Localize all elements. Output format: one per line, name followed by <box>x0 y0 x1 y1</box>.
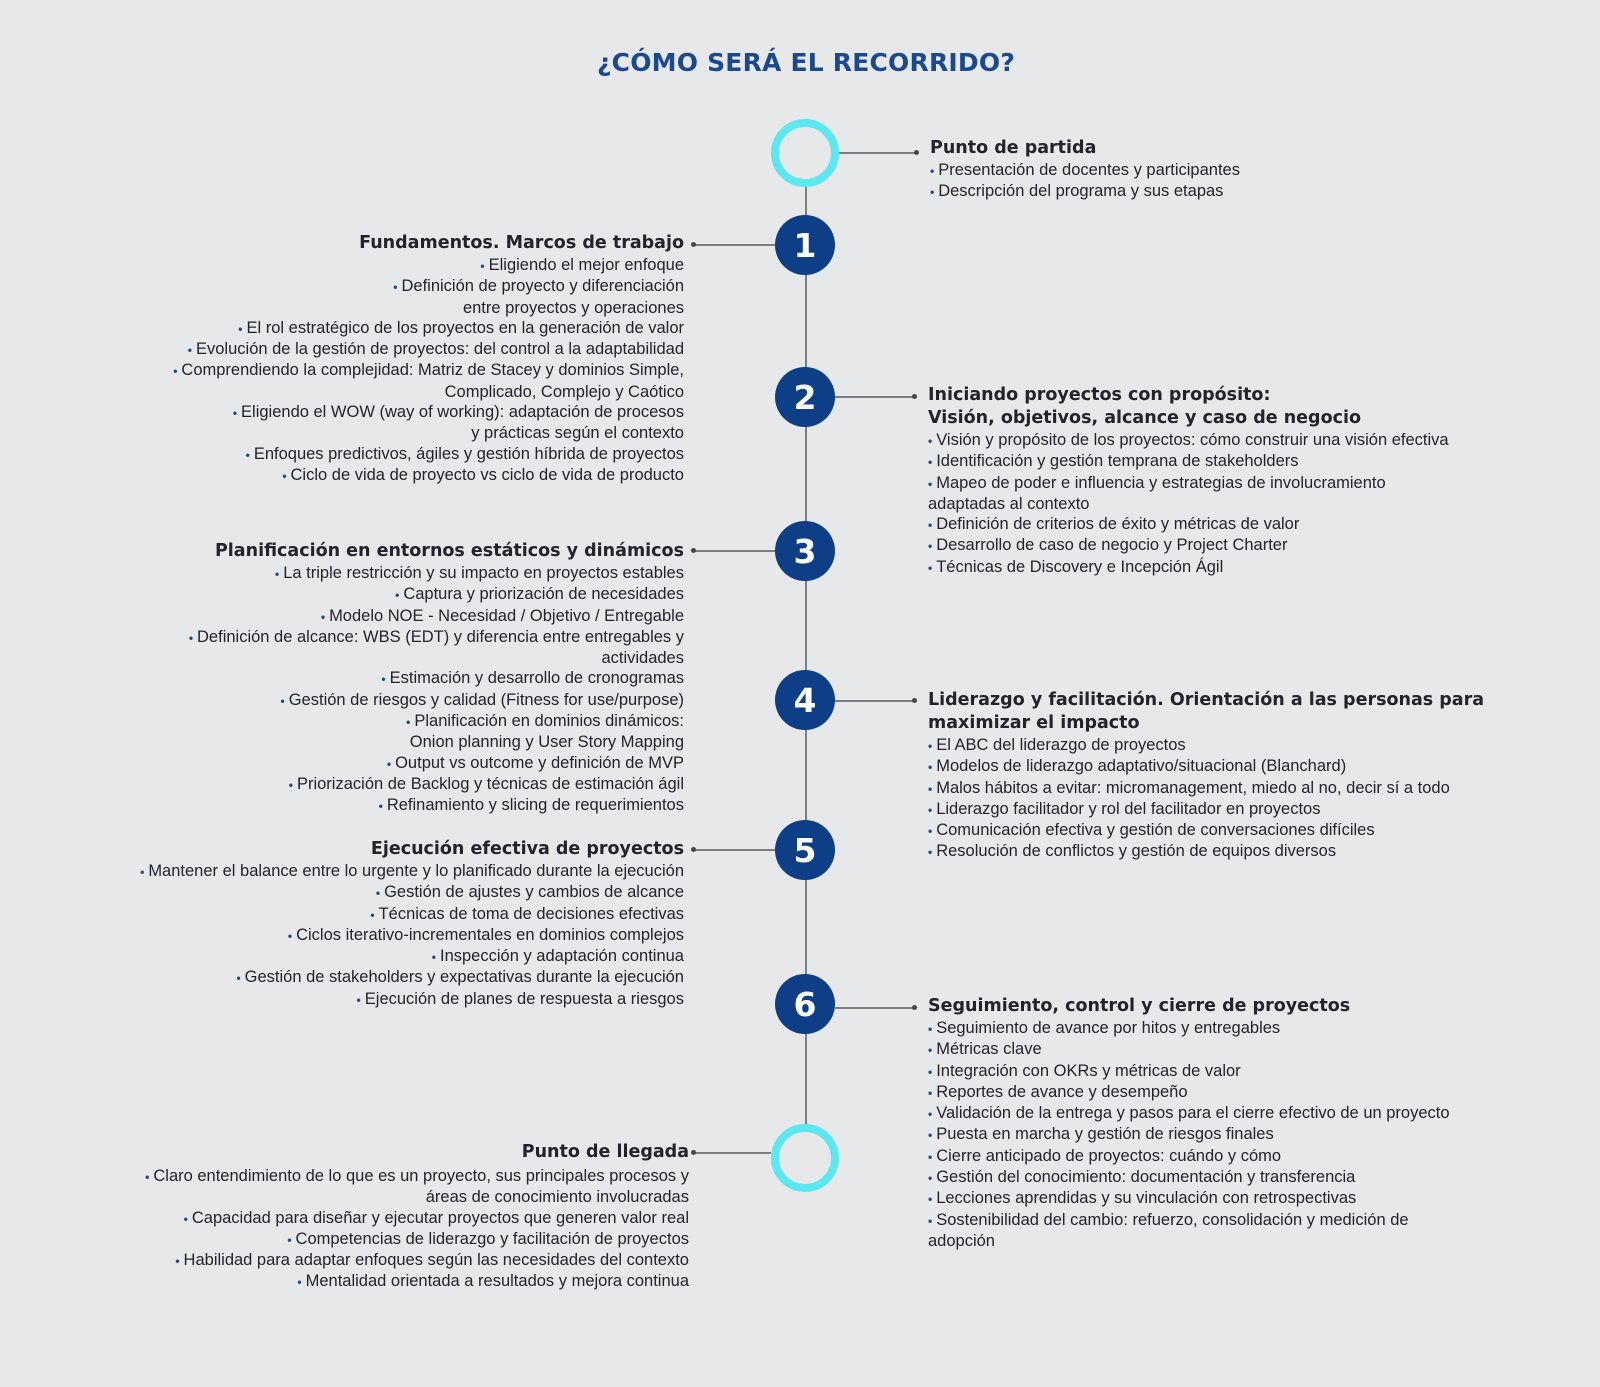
list-item <box>928 430 1518 451</box>
list-item-text: Output vs outcome y definición de MVP <box>395 753 684 772</box>
list-item-text: Técnicas de Discovery e Incepción Ágil <box>936 557 1224 576</box>
stage-6-connector <box>835 1007 915 1009</box>
stage-2-block <box>928 384 1518 578</box>
list-item-text: Reportes de avance y desempeño <box>936 1082 1188 1101</box>
stage-3-list <box>84 563 684 817</box>
list-item <box>84 774 684 795</box>
list-item <box>928 557 1518 578</box>
list-item <box>84 989 684 1010</box>
bullet-icon: • <box>928 781 933 796</box>
list-item <box>84 861 684 882</box>
stage-1-connector-dot <box>691 242 696 247</box>
list-item <box>84 606 684 627</box>
list-item-text: Comprendiendo la complejidad: Matriz de Stacey y dominios Simple, Complicado, Complejo y Caótico <box>181 361 684 401</box>
list-item <box>84 465 684 486</box>
bullet-icon: • <box>395 588 400 603</box>
list-item-text: Eligiendo el mejor enfoque <box>488 256 684 274</box>
list-item-text: Puesta en marcha y gestión de riesgos finales <box>936 1125 1274 1144</box>
list-item-text: Inspección y adaptación continua <box>439 947 684 966</box>
bullet-icon: • <box>375 886 381 901</box>
list-item <box>928 799 1528 820</box>
stage-2-connector-dot <box>912 394 917 399</box>
bullet-icon: • <box>280 693 285 708</box>
list-item-text: Definición de criterios de éxito y métricas de valor <box>936 515 1300 534</box>
list-item-text: Técnicas de toma de decisiones efectivas <box>378 904 684 923</box>
list-item-text: Presentación de docentes y participantes <box>938 161 1240 179</box>
bullet-icon: • <box>928 824 933 839</box>
stage-6-list <box>928 1018 1528 1251</box>
stage-4-list <box>928 735 1528 863</box>
stage-6-heading: Seguimiento, control y cierre de proyectos <box>928 996 1351 1016</box>
bullet-icon: • <box>928 1192 933 1207</box>
list-item-text: Ejecución de planes de respuesta a riesgos <box>364 989 684 1008</box>
list-item <box>84 563 684 584</box>
bullet-icon: • <box>928 455 933 470</box>
list-item <box>928 1039 1528 1060</box>
list-item <box>928 1146 1528 1167</box>
stage-2-node: 2 <box>775 367 835 427</box>
list-item <box>928 1082 1528 1103</box>
stage-3-block <box>84 540 684 817</box>
list-item <box>928 535 1518 556</box>
list-item-text: Mapeo de poder e influencia y estrategias de involucramiento adaptadas al contexto <box>928 473 1386 513</box>
bullet-icon: • <box>928 518 933 533</box>
list-item <box>84 882 684 903</box>
list-item-text: Refinamiento y slicing de requerimientos <box>386 796 684 815</box>
bullet-icon: • <box>928 1085 933 1100</box>
stage-4-connector-dot <box>912 698 917 703</box>
start-connector-dot <box>914 150 919 155</box>
list-item-text: Claro entendimiento de lo que es un proyecto, sus principales procesos y áreas de conocimiento involucradas <box>153 1167 689 1207</box>
bullet-icon: • <box>928 1107 933 1122</box>
list-item <box>930 181 1350 202</box>
list-item <box>84 402 684 444</box>
list-item-text: Sostenibilidad del cambio: refuerzo, consolidación y medición de adopción <box>928 1210 1409 1250</box>
list-item-text: Captura y priorización de necesidades <box>403 585 684 604</box>
stage-3-node: 3 <box>775 521 835 581</box>
bullet-icon: • <box>930 185 935 200</box>
bullet-icon: • <box>928 1128 933 1143</box>
list-item <box>930 160 1350 181</box>
list-item <box>928 451 1518 472</box>
list-item-text: Gestión de riesgos y calidad (Fitness for use/purpose) <box>288 690 684 709</box>
list-item-text: Gestión de stakeholders y expectativas durante la ejecución <box>244 968 684 987</box>
list-item-text: Mantener el balance entre lo urgente y lo planificado durante la ejecución <box>148 862 684 880</box>
list-item-text: Identificación y gestión temprana de stakeholders <box>936 452 1299 471</box>
list-item <box>84 627 684 669</box>
bullet-icon: • <box>370 907 375 922</box>
bullet-icon: • <box>282 468 287 483</box>
stage-2-heading: Iniciando proyectos con propósito: Visión, objetivos, alcance y caso de negocio <box>928 385 1361 428</box>
list-item <box>928 473 1518 515</box>
list-item-text: Descripción del programa y sus etapas <box>938 182 1224 201</box>
list-item-text: El rol estratégico de los proyectos en la generación de valor <box>246 318 684 337</box>
list-item <box>84 967 684 988</box>
list-item-text: Evolución de la gestión de proyectos: del control a la adaptabilidad <box>196 340 684 359</box>
list-item <box>84 584 684 605</box>
stage-4-node: 4 <box>775 670 835 730</box>
bullet-icon: • <box>480 259 485 273</box>
list-item-text: Métricas clave <box>936 1040 1042 1059</box>
stage-2-list <box>928 430 1518 578</box>
list-item-text: El ABC del liderazgo de proyectos <box>936 736 1186 754</box>
stage-5-node: 5 <box>775 820 835 880</box>
list-item <box>84 946 684 967</box>
bullet-icon: • <box>378 799 383 814</box>
list-item <box>84 444 684 465</box>
list-item-text: Modelos de liderazgo adaptativo/situacional (Blanchard) <box>936 757 1347 776</box>
bullet-icon: • <box>928 434 933 448</box>
list-item <box>84 795 684 816</box>
list-item-text: Comunicación efectiva y gestión de conversaciones difíciles <box>936 821 1375 840</box>
end-ring <box>771 1124 839 1192</box>
list-item-text: Ciclos iterativo-incrementales en dominios complejos <box>296 925 684 944</box>
stage-5-block <box>84 838 684 1010</box>
list-item <box>928 778 1528 799</box>
end-list <box>84 1166 689 1293</box>
start-list <box>930 160 1350 203</box>
bullet-icon: • <box>188 630 194 645</box>
stage-5-heading: Ejecución efectiva de proyectos <box>370 839 684 859</box>
stage-1-block <box>84 232 684 486</box>
stage-5-connector <box>695 849 775 851</box>
list-item <box>84 1208 689 1229</box>
bullet-icon: • <box>928 539 933 554</box>
bullet-icon: • <box>288 777 293 792</box>
list-item-text: La triple restricción y su impacto en proyectos estables <box>283 564 684 582</box>
bullet-icon: • <box>928 1043 933 1058</box>
list-item-text: Definición de alcance: WBS (EDT) y diferencia entre entregables y actividades <box>197 627 684 668</box>
bullet-icon: • <box>928 1213 933 1228</box>
list-item <box>928 841 1528 862</box>
start-heading: Punto de partida <box>930 138 1097 158</box>
stage-4-connector <box>835 700 915 702</box>
list-item <box>928 514 1518 535</box>
list-item <box>928 1103 1528 1124</box>
list-item-text: Desarrollo de caso de negocio y Project Charter <box>936 536 1288 555</box>
list-item-text: Modelo NOE - Necesidad / Objetivo / Entregable <box>329 606 684 625</box>
list-item <box>928 735 1528 756</box>
bullet-icon: • <box>320 609 326 624</box>
list-item <box>928 820 1528 841</box>
list-item-text: Planificación en dominios dinámicos: Onion planning y User Story Mapping <box>409 712 684 752</box>
bullet-icon: • <box>245 447 250 462</box>
bullet-icon: • <box>393 280 398 295</box>
list-item-text: Validación de la entrega y pasos para el cierre efectivo de un proyecto <box>936 1104 1450 1123</box>
list-item <box>84 690 684 711</box>
bullet-icon: • <box>187 343 192 358</box>
bullet-icon: • <box>928 1022 933 1036</box>
end-connector <box>695 1152 771 1154</box>
list-item-text: Gestión del conocimiento: documentación y transferencia <box>936 1168 1356 1187</box>
stage-3-connector-dot <box>691 548 696 553</box>
stage-6-connector-dot <box>912 1005 917 1010</box>
list-item <box>928 1210 1528 1252</box>
start-connector <box>839 152 917 154</box>
list-item-text: Competencias de liderazgo y facilitación de proyectos <box>295 1229 689 1248</box>
list-item <box>84 753 684 774</box>
bullet-icon: • <box>386 756 392 771</box>
list-item <box>84 255 684 276</box>
list-item <box>84 318 684 339</box>
bullet-icon: • <box>287 1232 292 1247</box>
list-item-text: Seguimiento de avance por hitos y entregables <box>936 1019 1281 1037</box>
bullet-icon: • <box>145 1170 150 1184</box>
stage-3-heading: Planificación en entornos estáticos y dinámicos <box>214 541 684 561</box>
bullet-icon: • <box>928 760 933 775</box>
bullet-icon: • <box>381 672 386 687</box>
start-block <box>930 137 1350 203</box>
stage-6-block <box>928 995 1528 1251</box>
bullet-icon: • <box>406 715 411 730</box>
stage-6-node: 6 <box>775 974 835 1034</box>
list-item <box>84 904 684 925</box>
bullet-icon: • <box>175 1254 180 1269</box>
bullet-icon: • <box>928 1064 933 1079</box>
bullet-icon: • <box>140 865 145 879</box>
list-item <box>84 339 684 360</box>
stage-1-list <box>84 255 684 486</box>
list-item <box>928 1018 1528 1039</box>
bullet-icon: • <box>173 364 178 379</box>
list-item-text: Visión y propósito de los proyectos: cómo construir una visión efectiva <box>936 431 1449 449</box>
list-item <box>84 1166 689 1208</box>
list-item <box>928 1188 1528 1209</box>
bullet-icon: • <box>232 406 238 421</box>
list-item <box>928 756 1528 777</box>
bullet-icon: • <box>928 1149 933 1164</box>
bullet-icon: • <box>275 567 280 581</box>
bullet-icon: • <box>356 992 361 1007</box>
list-item-text: Liderazgo facilitador y rol del facilitador en proyectos <box>936 799 1321 818</box>
page-title: ¿CÓMO SERÁ EL RECORRIDO? <box>596 48 1016 77</box>
bullet-icon: • <box>928 1171 933 1186</box>
list-item-text: Resolución de conflictos y gestión de equipos diversos <box>936 842 1337 861</box>
stage-3-connector <box>695 550 775 552</box>
list-item-text: Ciclo de vida de proyecto vs ciclo de vida de producto <box>290 465 684 484</box>
bullet-icon: • <box>287 928 293 943</box>
list-item-text: Definición de proyecto y diferenciación entre proyectos y operaciones <box>401 277 684 317</box>
end-connector-dot <box>691 1150 696 1155</box>
list-item-text: Enfoques predictivos, ágiles y gestión híbrida de proyectos <box>253 444 684 463</box>
list-item-text: Estimación y desarrollo de cronogramas <box>389 669 684 688</box>
bullet-icon: • <box>928 560 933 575</box>
start-ring <box>771 119 839 187</box>
stage-5-connector-dot <box>691 847 696 852</box>
list-item-text: Mentalidad orientada a resultados y mejora continua <box>305 1272 689 1291</box>
bullet-icon: • <box>928 739 933 753</box>
bullet-icon: • <box>930 164 935 178</box>
list-item-text: Habilidad para adaptar enfoques según las necesidades del contexto <box>183 1251 689 1270</box>
list-item <box>84 925 684 946</box>
list-item-text: Priorización de Backlog y técnicas de estimación ágil <box>296 774 684 793</box>
list-item <box>928 1167 1528 1188</box>
stage-1-node: 1 <box>775 215 835 275</box>
list-item <box>84 668 684 689</box>
list-item <box>84 276 684 318</box>
list-item-text: Capacidad para diseñar y ejecutar proyectos que generen valor real <box>191 1208 689 1227</box>
bullet-icon: • <box>928 845 933 860</box>
stage-5-list <box>84 861 684 1010</box>
stage-4-heading: Liderazgo y facilitación. Orientación a las personas para maximizar el impacto <box>928 690 1485 733</box>
list-item <box>84 360 684 402</box>
end-block <box>84 1141 689 1293</box>
list-item-text: Gestión de ajustes y cambios de alcance <box>384 883 684 902</box>
list-item <box>928 1124 1528 1145</box>
end-heading: Punto de llegada <box>521 1142 689 1162</box>
list-item-text: Malos hábitos a evitar: micromanagement, miedo al no, decir sí a todo <box>936 778 1450 797</box>
list-item-text: Integración con OKRs y métricas de valor <box>936 1061 1241 1080</box>
bullet-icon: • <box>183 1211 188 1226</box>
stage-1-heading: Fundamentos. Marcos de trabajo <box>359 233 684 253</box>
stage-1-connector <box>695 244 775 246</box>
stage-2-connector <box>835 396 915 398</box>
stage-4-block <box>928 689 1528 863</box>
list-item-text: Eligiendo el WOW (way of working): adaptación de procesos y prácticas según el contexto <box>241 403 684 443</box>
bullet-icon: • <box>431 950 436 965</box>
bullet-icon: • <box>238 321 243 336</box>
list-item <box>928 1061 1528 1082</box>
list-item <box>84 1271 689 1292</box>
list-item <box>84 1250 689 1271</box>
bullet-icon: • <box>928 476 933 491</box>
list-item-text: Cierre anticipado de proyectos: cuándo y cómo <box>936 1146 1282 1165</box>
list-item <box>84 711 684 753</box>
bullet-icon: • <box>297 1275 302 1290</box>
list-item <box>84 1229 689 1250</box>
list-item-text: Lecciones aprendidas y su vinculación con retrospectivas <box>936 1189 1357 1208</box>
bullet-icon: • <box>928 802 933 817</box>
bullet-icon: • <box>236 971 241 986</box>
